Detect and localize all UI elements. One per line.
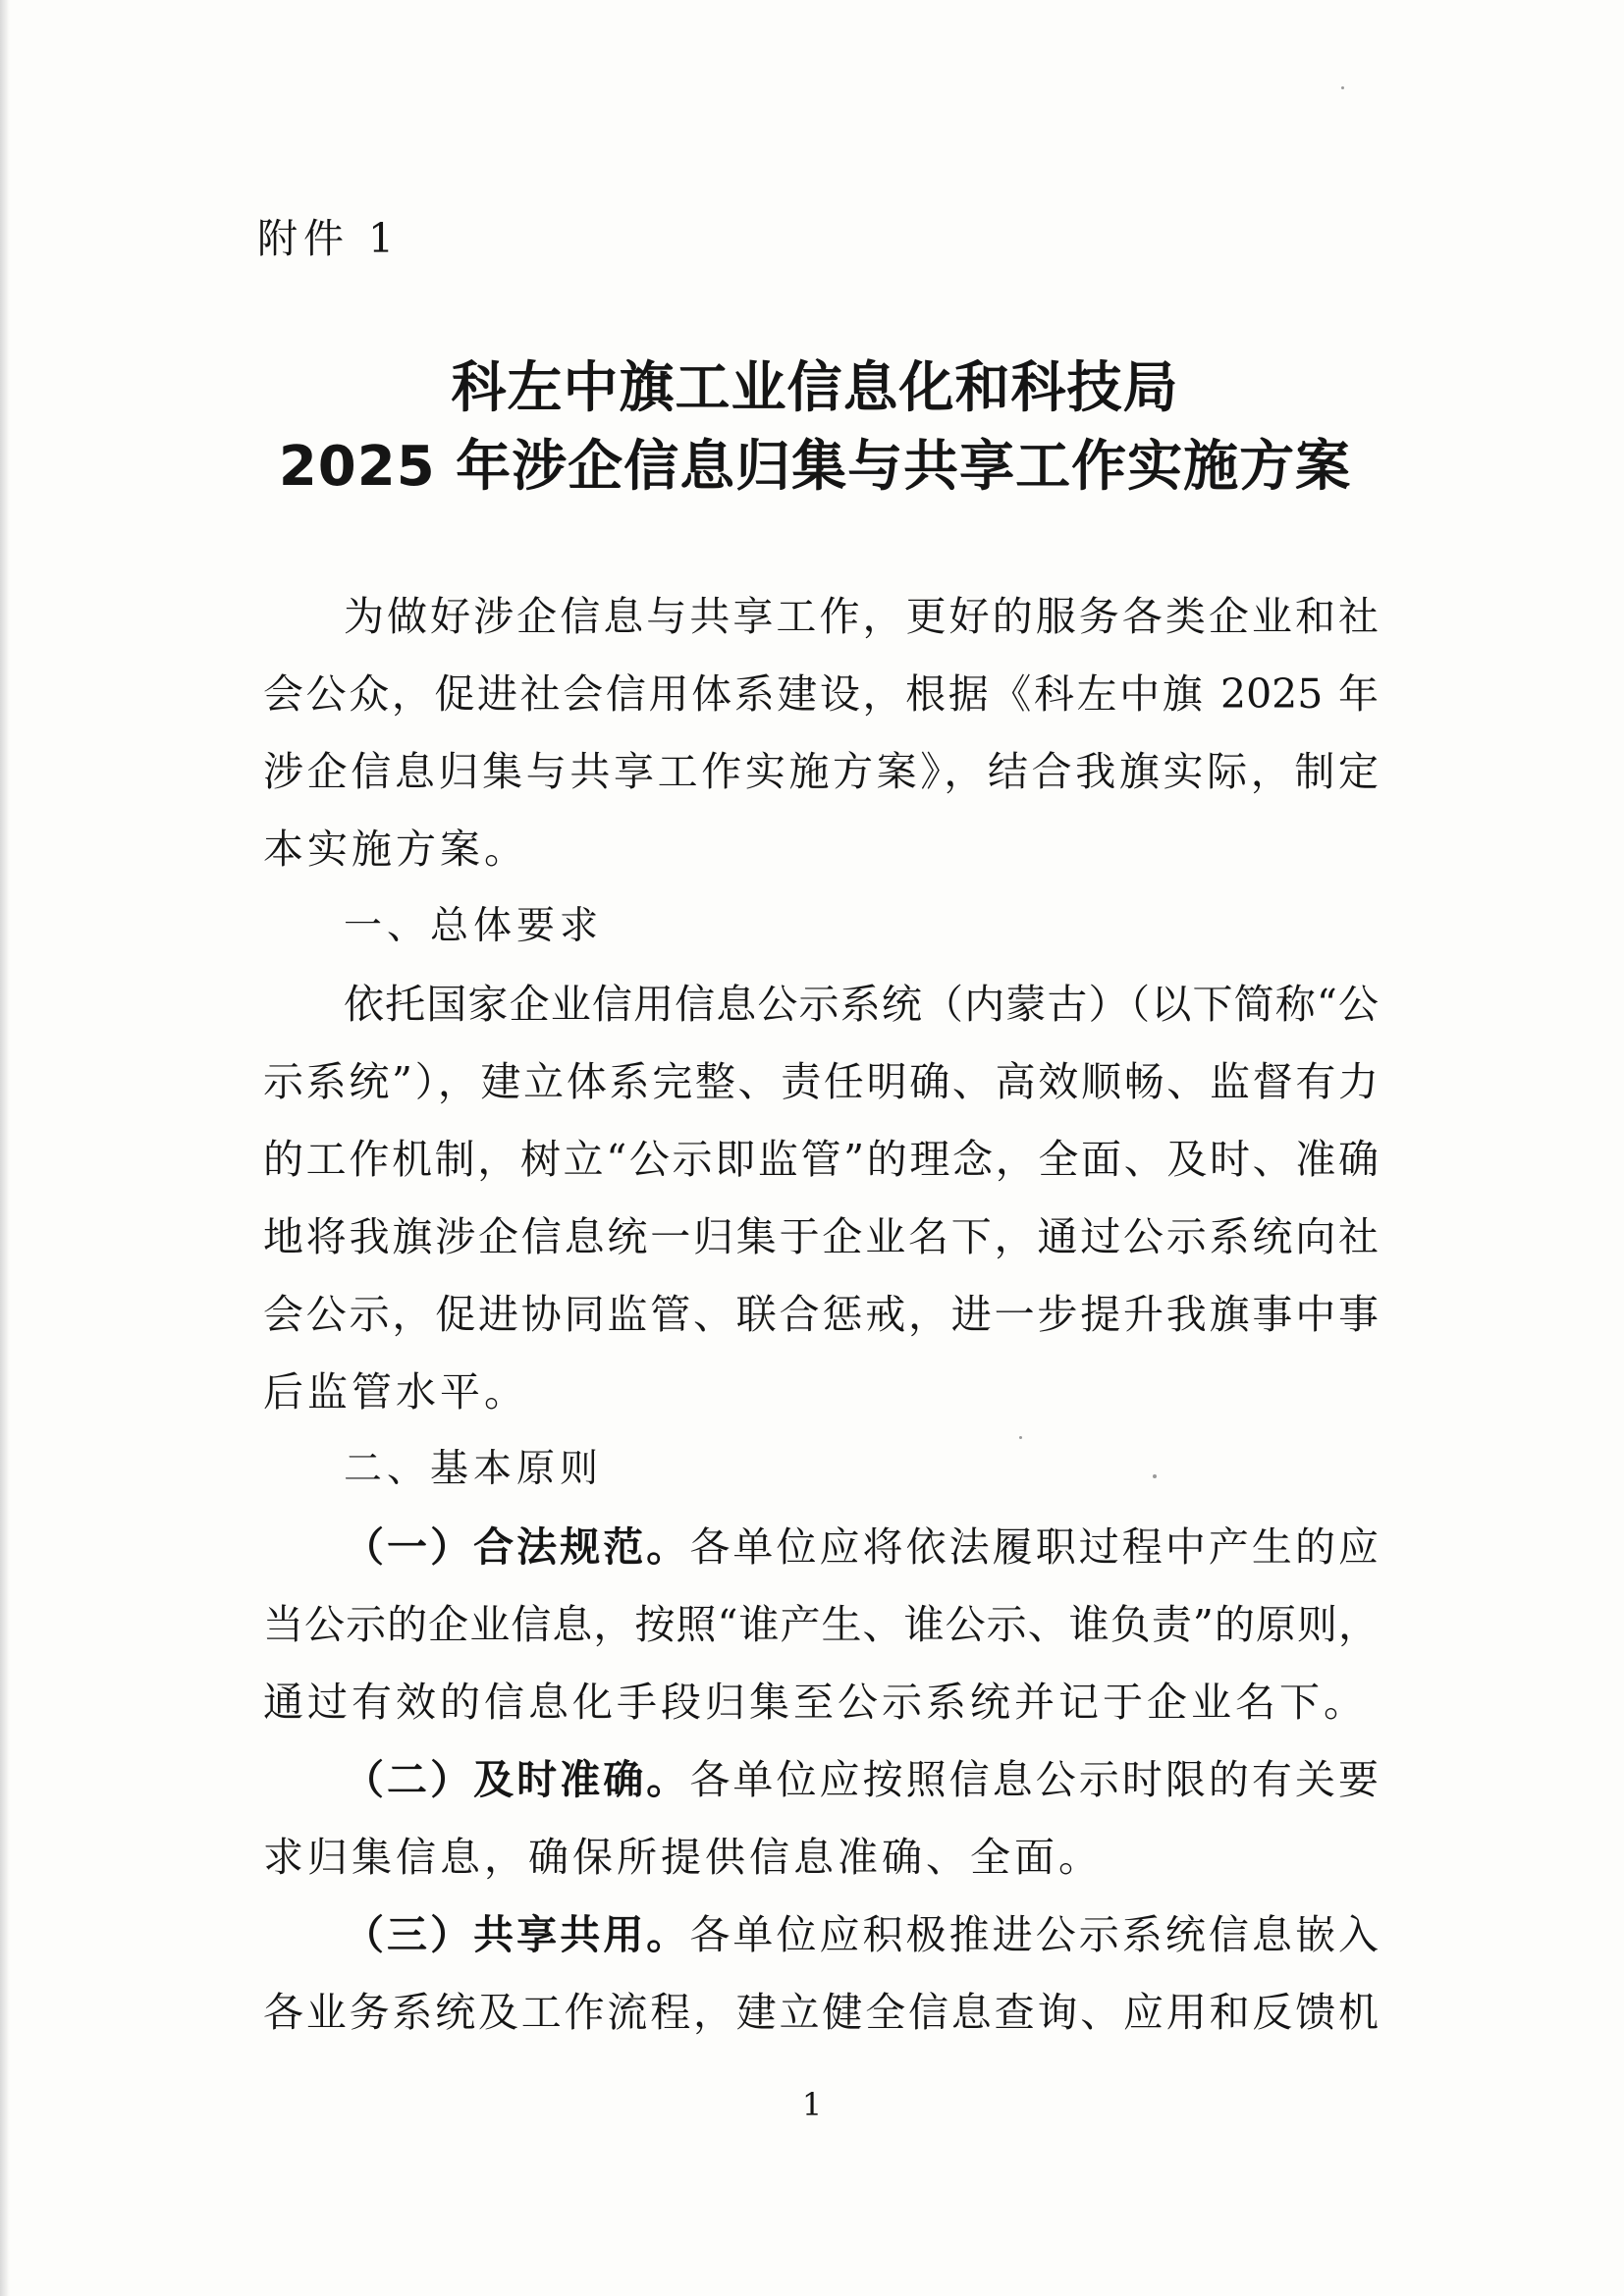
principle-3-line-2: 各业务系统及工作流程，建立健全信息查询、应用和反馈机 <box>263 1989 1379 2036</box>
section1-line-6: 后监管水平。 <box>263 1368 528 1415</box>
title-line-1: 科左中旗工业信息化和科技局 <box>451 356 1179 420</box>
scan-speck <box>1153 1474 1157 1478</box>
principle-2-line-1 <box>344 1752 1379 1807</box>
principle-2-first-text: 各单位应按照信息公示时限的有关要 <box>689 1756 1380 1803</box>
scan-edge-shadow <box>0 0 10 2296</box>
principle-2-label: （二）及时准确。 <box>344 1756 690 1803</box>
page-number: 1 <box>801 2086 823 2123</box>
intro-line-2: 会公众，促进社会信用体系建设，根据《科左中旗 2025 年 <box>263 670 1379 718</box>
scan-speck <box>1341 86 1344 89</box>
section1-line-3: 的工作机制，树立“公示即监管”的理念，全面、及时、准确 <box>263 1136 1379 1183</box>
principle-1-first-text: 各单位应将依法履职过程中产生的应 <box>689 1523 1380 1571</box>
attachment-label: 附件 1 <box>257 215 401 262</box>
principle-1-line-3: 通过有效的信息化手段归集至公示系统并记于企业名下。 <box>263 1679 1368 1726</box>
section-heading-basic-principles: 二、基本原则 <box>344 1447 604 1491</box>
section-heading-general-requirements: 一、总体要求 <box>344 904 604 948</box>
principle-3-label: （三）共享共用。 <box>344 1911 690 1958</box>
intro-line-3: 涉企信息归集与共享工作实施方案》，结合我旗实际，制定 <box>263 748 1379 795</box>
principle-2-line-2: 求归集信息，确保所提供信息准确、全面。 <box>263 1834 1103 1881</box>
principle-1-label: （一）合法规范。 <box>344 1523 690 1571</box>
section1-line-2: 示系统”），建立体系完整、责任明确、高效顺畅、监督有力 <box>263 1058 1379 1105</box>
principle-3-first-text: 各单位应积极推进公示系统信息嵌入 <box>689 1911 1380 1958</box>
principle-1-line-2: 当公示的企业信息，按照“谁产生、谁公示、谁负责”的原则， <box>263 1601 1379 1648</box>
principle-3-line-1 <box>344 1907 1379 1962</box>
principle-1-line-1 <box>344 1520 1379 1575</box>
section1-line-1: 依托国家企业信用信息公示系统（内蒙古）（以下简称“公 <box>344 981 1379 1028</box>
intro-line-1: 为做好涉企信息与共享工作，更好的服务各类企业和社 <box>344 593 1379 640</box>
scan-speck <box>1019 1436 1022 1439</box>
title-line-2: 2025 年涉企信息归集与共享工作实施方案 <box>278 435 1352 499</box>
section1-line-5: 会公示，促进协同监管、联合惩戒，进一步提升我旗事中事 <box>263 1291 1379 1338</box>
section1-line-4: 地将我旗涉企信息统一归集于企业名下，通过公示系统向社 <box>263 1213 1379 1260</box>
intro-line-4: 本实施方案。 <box>263 826 528 873</box>
